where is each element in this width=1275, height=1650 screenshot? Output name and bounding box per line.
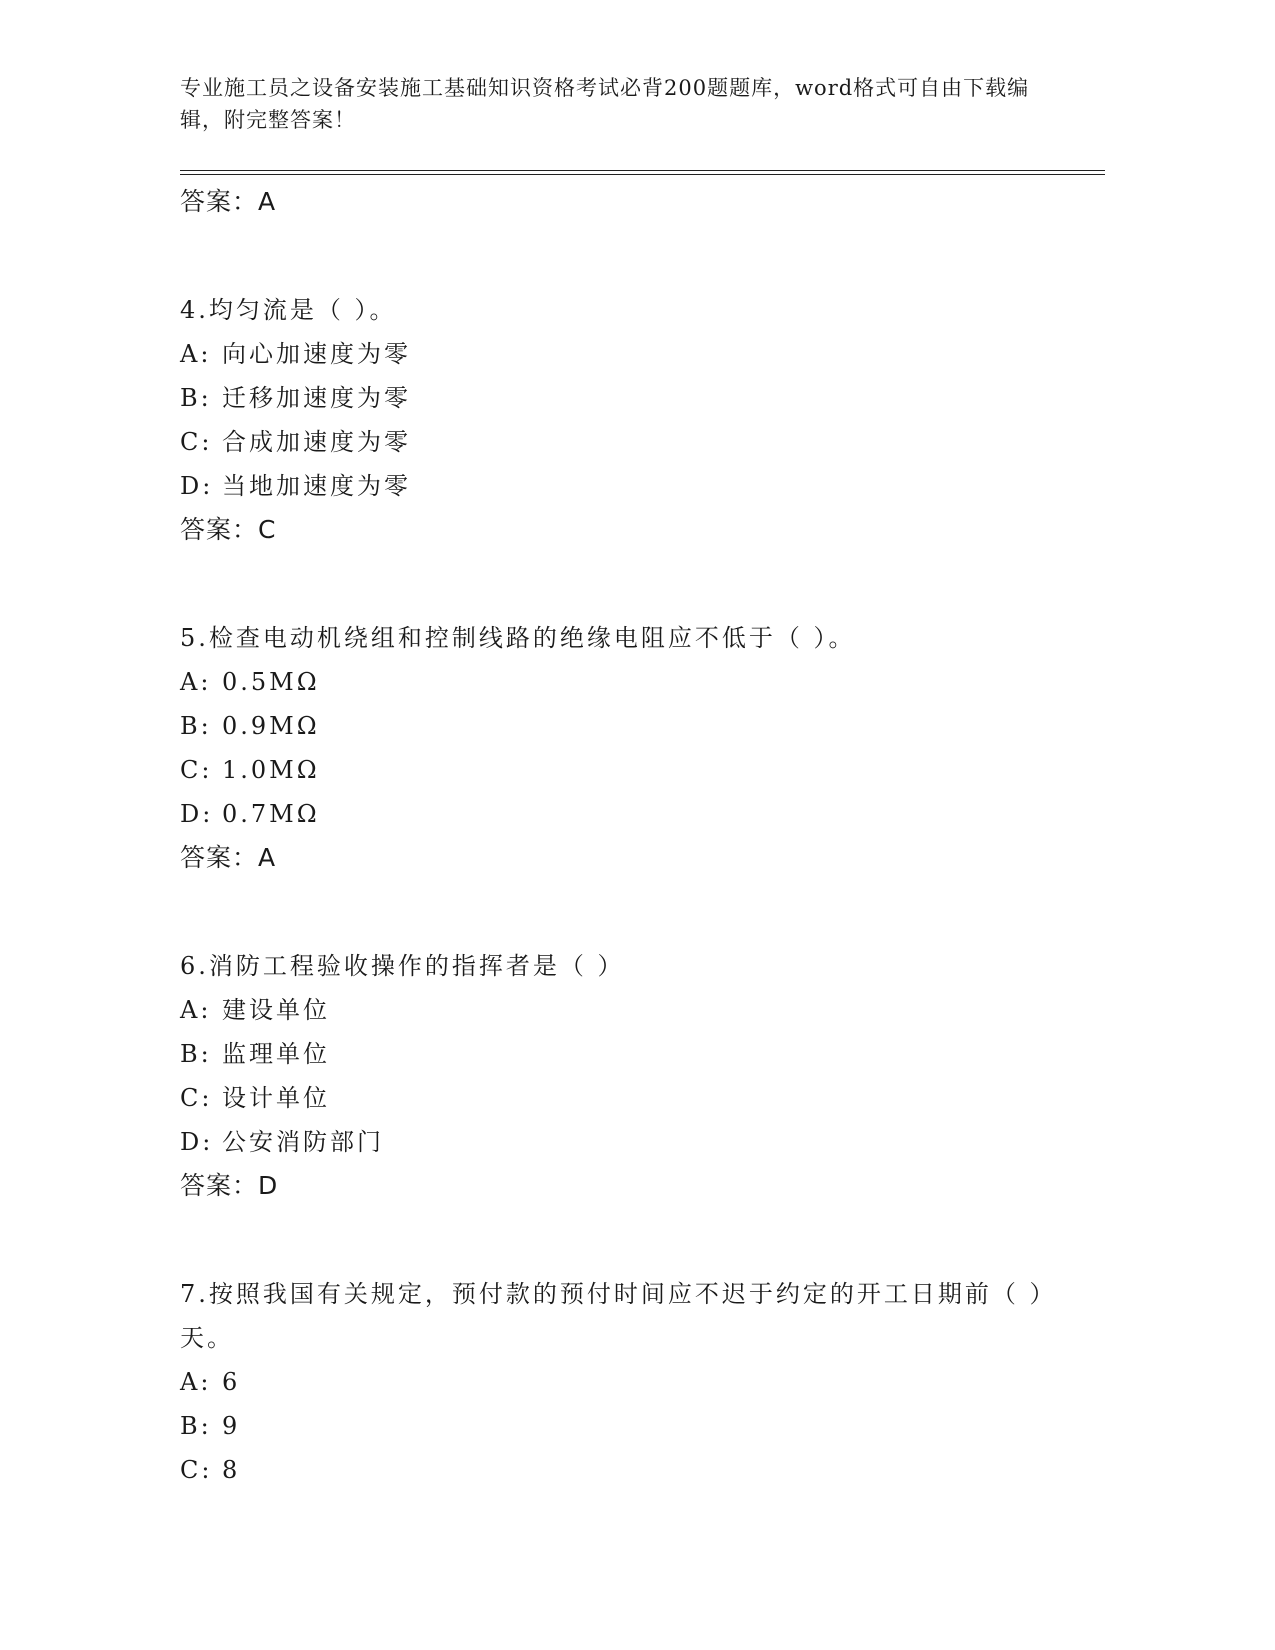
option-key: C: bbox=[180, 428, 213, 456]
question-block bbox=[180, 1272, 1050, 1492]
header-divider-top bbox=[180, 170, 1105, 171]
option-text: 0.9MΩ bbox=[222, 712, 320, 740]
question-stem: 7.按照我国有关规定，预付款的预付时间应不迟于约定的开工日期前（ ）天。 bbox=[180, 1280, 1045, 1352]
option-key: B: bbox=[180, 384, 212, 412]
option-key: D: bbox=[180, 800, 214, 828]
option-text: 0.5MΩ bbox=[222, 668, 320, 696]
question-stem: 4.均匀流是（ ）。 bbox=[180, 296, 397, 324]
option-text: 迁移加速度为零 bbox=[222, 384, 411, 412]
option-key: D: bbox=[180, 472, 214, 500]
question-spacer bbox=[180, 1208, 1080, 1272]
option-text: 1.0MΩ bbox=[222, 756, 320, 784]
option-row bbox=[180, 420, 1050, 464]
option-row bbox=[180, 1120, 1050, 1164]
question-spacer bbox=[180, 224, 1080, 288]
option-text: 当地加速度为零 bbox=[222, 472, 411, 500]
option-row bbox=[180, 660, 1050, 704]
option-key: A: bbox=[180, 996, 212, 1024]
answer-line: 答案：A bbox=[180, 187, 277, 216]
option-key: B: bbox=[180, 712, 212, 740]
option-key: D: bbox=[180, 1128, 214, 1156]
question-stem: 6.消防工程验收操作的指挥者是（ ） bbox=[180, 952, 625, 980]
question-block bbox=[180, 616, 1050, 880]
option-key: A: bbox=[180, 668, 212, 696]
document-header: 专业施工员之设备安装施工基础知识资格考试必背200题题库，word格式可自由下载编辑，附完整答案！ bbox=[180, 76, 1030, 132]
option-text: 向心加速度为零 bbox=[222, 340, 411, 368]
question-block bbox=[180, 944, 1050, 1208]
option-text: 9 bbox=[222, 1412, 241, 1440]
option-key: A: bbox=[180, 340, 212, 368]
option-key: A: bbox=[180, 1368, 212, 1396]
option-text: 0.7MΩ bbox=[222, 800, 320, 828]
option-row bbox=[180, 1448, 1050, 1492]
option-key: C: bbox=[180, 756, 213, 784]
option-row bbox=[180, 704, 1050, 748]
option-row bbox=[180, 792, 1050, 836]
question-spacer bbox=[180, 552, 1080, 616]
option-row bbox=[180, 464, 1050, 508]
question-list bbox=[180, 180, 1080, 1492]
option-key: B: bbox=[180, 1412, 212, 1440]
option-row bbox=[180, 748, 1050, 792]
option-text: 公安消防部门 bbox=[222, 1128, 384, 1156]
question-block bbox=[180, 288, 1050, 552]
option-key: C: bbox=[180, 1456, 213, 1484]
question-spacer bbox=[180, 880, 1080, 944]
option-row bbox=[180, 1360, 1050, 1404]
option-key: B: bbox=[180, 1040, 212, 1068]
option-row bbox=[180, 1404, 1050, 1448]
option-text: 建设单位 bbox=[222, 996, 330, 1024]
answer-line: 答案：D bbox=[180, 1171, 279, 1200]
option-row bbox=[180, 1076, 1050, 1120]
answer-line: 答案：C bbox=[180, 515, 277, 544]
option-text: 8 bbox=[222, 1456, 241, 1484]
option-text: 监理单位 bbox=[222, 1040, 330, 1068]
option-text: 合成加速度为零 bbox=[222, 428, 411, 456]
option-text: 设计单位 bbox=[222, 1084, 330, 1112]
option-row bbox=[180, 332, 1050, 376]
option-text: 6 bbox=[222, 1368, 241, 1396]
answer-line: 答案：A bbox=[180, 843, 277, 872]
option-row bbox=[180, 376, 1050, 420]
question-stem: 5.检查电动机绕组和控制线路的绝缘电阻应不低于（ ）。 bbox=[180, 624, 856, 652]
option-key: C: bbox=[180, 1084, 213, 1112]
option-row bbox=[180, 988, 1050, 1032]
header-divider-bottom bbox=[180, 174, 1105, 175]
option-row bbox=[180, 1032, 1050, 1076]
